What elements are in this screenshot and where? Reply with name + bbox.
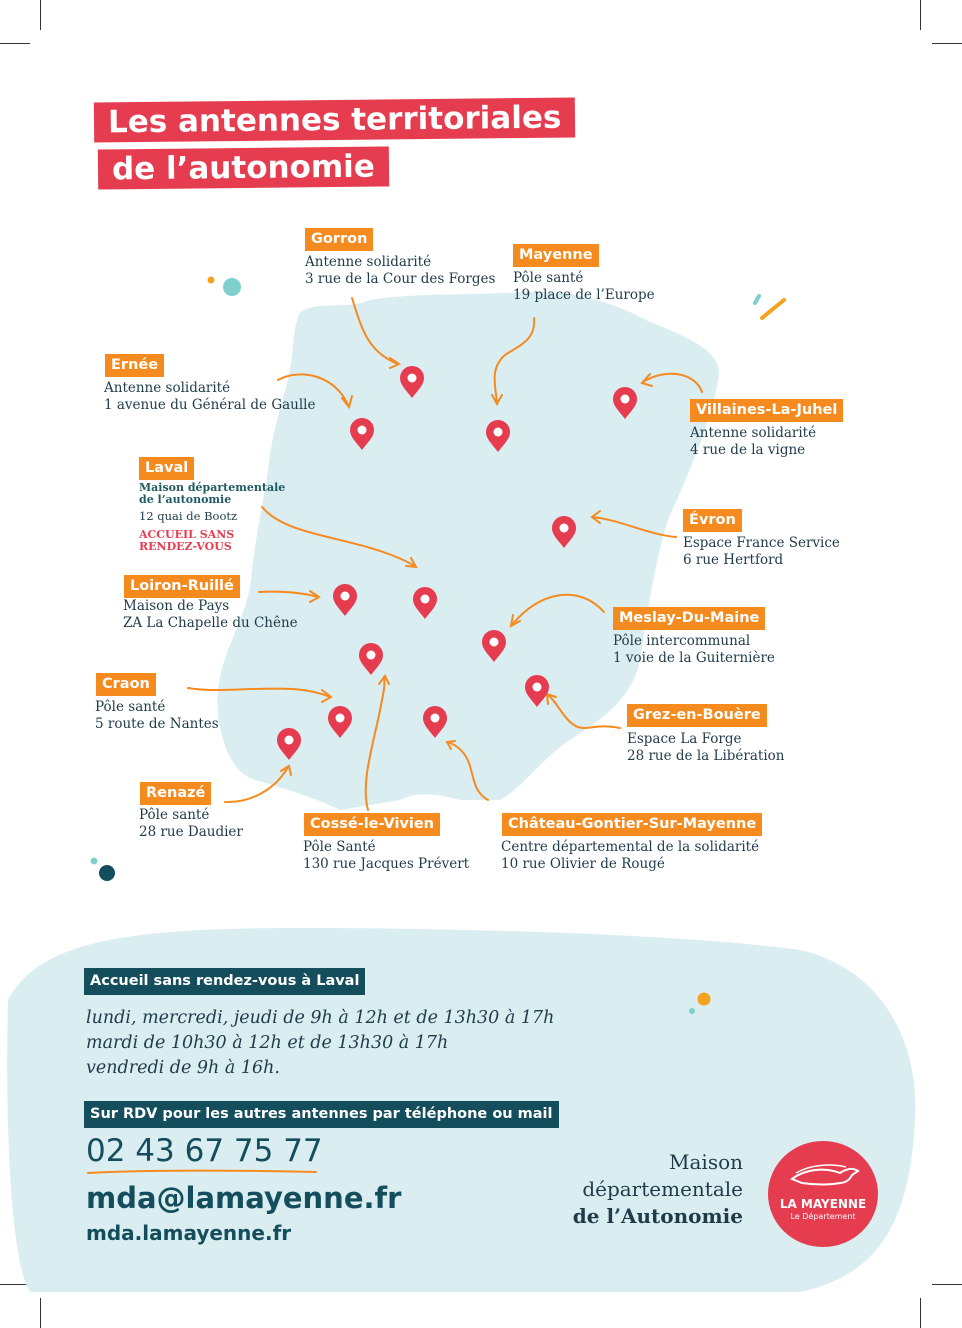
address-line: Pôle Santé — [303, 839, 376, 855]
address-line: Centre départemental de la solidarité — [501, 839, 760, 855]
address-line: 6 rue Hertford — [683, 552, 784, 568]
logo-name: LA MAYENNE — [779, 1197, 867, 1211]
tag-grez: Grez-en-Bouère — [627, 704, 767, 727]
address-line: 28 rue de la Libération — [627, 748, 785, 764]
accueil-note: RENDEZ-VOUS — [139, 540, 232, 553]
address-line: 130 rue Jacques Prévert — [303, 856, 470, 872]
decorative-dot — [223, 278, 241, 296]
hours-line: vendredi de 9h à 16h. — [86, 1058, 280, 1078]
address-line: 19 place de l’Europe — [513, 287, 655, 303]
address-line: 12 quai de Bootz — [139, 509, 238, 523]
address-line: Espace La Forge — [627, 731, 742, 747]
address-line: Pôle santé — [139, 807, 210, 823]
address-ernee — [104, 380, 316, 414]
address-loiron — [123, 598, 298, 632]
tag-laval: Laval — [139, 457, 194, 480]
address-line: Maison départementale — [139, 481, 286, 494]
tag-renaze: Renazé — [140, 782, 211, 805]
address-line: Maison de Pays — [123, 598, 230, 614]
address-line: 1 avenue du Général de Gaulle — [104, 397, 316, 413]
tag-cosse: Cossé-le-Vivien — [304, 813, 440, 836]
email-link[interactable]: mda@lamayenne.fr — [86, 1181, 402, 1215]
address-line: 3 rue de la Cour des Forges — [305, 271, 496, 287]
address-line: ZA La Chapelle du Chêne — [123, 615, 298, 631]
address-line: 4 rue de la vigne — [690, 442, 806, 458]
mda-name — [573, 1149, 743, 1230]
address-evron — [683, 535, 840, 569]
tag-gorron: Gorron — [305, 228, 373, 251]
rdv-banner: Sur RDV pour les autres antennes par téléphone ou mail — [84, 1101, 559, 1128]
decorative-dot — [208, 277, 215, 284]
mda-line: de l’Autonomie — [572, 1204, 743, 1228]
tag-craon: Craon — [96, 673, 156, 696]
tag-evron: Évron — [683, 509, 742, 532]
decorative-dot — [91, 858, 98, 865]
address-gorron — [305, 254, 495, 288]
address-line: 5 route de Nantes — [95, 716, 219, 732]
address-line: Pôle intercommunal — [613, 633, 751, 649]
tag-loiron: Loiron-Ruillé — [124, 575, 240, 598]
tag-ernee: Ernée — [105, 354, 164, 377]
la-mayenne-logo — [768, 1141, 878, 1247]
address-line: 28 rue Daudier — [139, 824, 243, 840]
website-link[interactable]: mda.lamayenne.fr — [86, 1221, 292, 1245]
address-line: de l’autonomie — [139, 493, 232, 506]
address-line: Antenne solidarité — [104, 380, 231, 396]
accueil-note: ACCUEIL SANS — [139, 528, 235, 541]
address-renaze — [139, 807, 243, 841]
phone-number[interactable]: 02 43 67 75 77 — [86, 1133, 323, 1169]
page-title-line1: Les antennes territoriales — [94, 97, 576, 142]
address-line: Pôle santé — [95, 699, 166, 715]
address-villaines — [690, 425, 816, 459]
address-line: Espace France Service — [683, 535, 840, 551]
address-line: 1 voie de la Guiternière — [613, 650, 775, 666]
decorative-dot — [99, 865, 115, 881]
address-mayenne — [513, 270, 655, 304]
accueil-banner: Accueil sans rendez-vous à Laval — [84, 968, 365, 995]
decorative-dot — [698, 993, 711, 1006]
address-laval — [139, 482, 285, 553]
tag-mayenne: Mayenne — [513, 244, 599, 267]
address-chateau — [501, 839, 759, 873]
hours-line: lundi, mercredi, jeudi de 9h à 12h et de 13h30 à 17h — [86, 1008, 555, 1028]
opening-hours — [86, 1006, 554, 1081]
tag-meslay: Meslay-Du-Maine — [613, 607, 765, 630]
address-line: 10 rue Olivier de Rougé — [501, 856, 665, 872]
logo-sub: Le Département — [790, 1212, 856, 1221]
address-grez — [627, 731, 784, 765]
mda-line: départementale — [582, 1177, 743, 1201]
hours-line: mardi de 10h30 à 12h et de 13h30 à 17h — [86, 1033, 449, 1053]
tag-chateau: Château-Gontier-Sur-Mayenne — [502, 813, 762, 836]
address-meslay — [613, 633, 775, 667]
tag-villaines: Villaines-La-Juhel — [690, 399, 843, 422]
address-line: Pôle santé — [513, 270, 584, 286]
decorative-dot — [689, 1008, 695, 1014]
page-title-line2: de l’autonomie — [98, 146, 389, 189]
address-line: Antenne solidarité — [305, 254, 432, 270]
address-line: Antenne solidarité — [690, 425, 817, 441]
decorative-dash — [762, 300, 784, 318]
address-cosse — [303, 839, 469, 873]
address-craon — [95, 699, 219, 733]
mda-line: Maison — [669, 1150, 743, 1174]
decorative-dash — [755, 296, 759, 303]
horse-icon — [790, 1159, 860, 1193]
phone-underline — [86, 1168, 318, 1176]
